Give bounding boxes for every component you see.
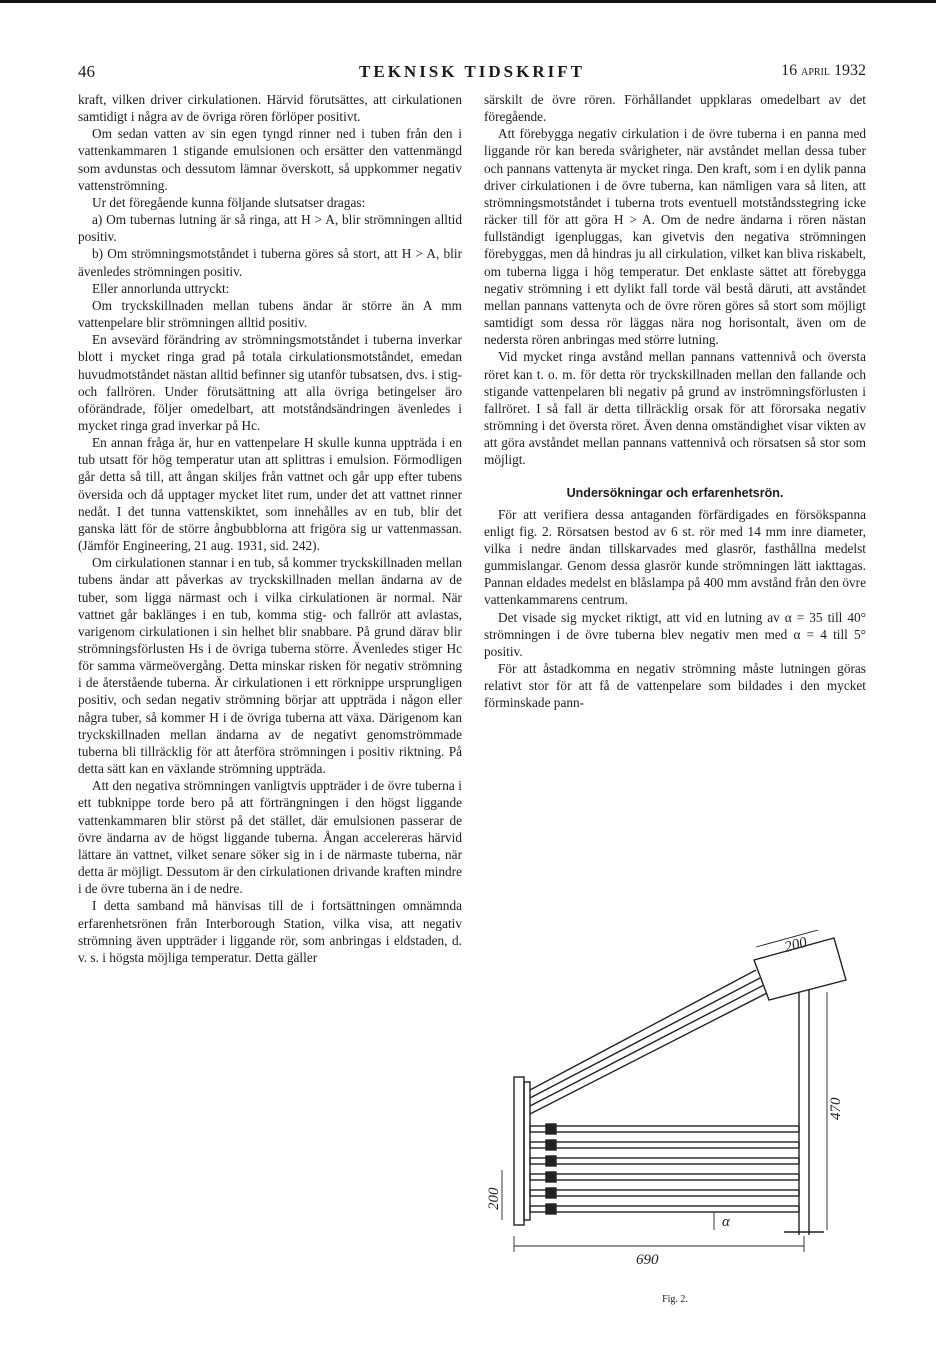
paragraph: b) Om strömningsmotståndet i tuberna göres så stort, att H > A, blir ävenledes strömningen positiv. [78, 246, 462, 279]
paragraph: Det visade sig mycket riktigt, att vid en lutning av α = 35 till 40° strömningen i de övre tuberna blev negativ men med α = 4 till 5° positiv. [484, 609, 866, 659]
left-column [78, 91, 462, 966]
figure-caption: Fig. 2. [662, 1294, 688, 1305]
page-number: 46 [78, 62, 95, 81]
issue-date [781, 62, 866, 80]
paragraph: Att den negativa strömningen vanligtvis uppträder i de övre tuberna i ett tubknippe torde bero på att förträngningen i den högst liggande vattenkammaren blir störst på det stället, där emulsionen passerar de övre ändarna av de högst liggande tuberna. Ångan accelereras härvid lättare än vattnet, vilket senare söker sig in i de närmaste tuberna, när detta är möjligt. Dessutom är den cirkulationen drivande kraften mindre i de övre tuberna än i de nedre. [78, 778, 462, 897]
paragraph: Ur det föregående kunna följande slutsatser dragas: [92, 194, 366, 210]
lower-header-inner [524, 1082, 530, 1220]
paragraph: Om sedan vatten av sin egen tyngd rinner ned i tuben från den i vattenkammaren 1 stigande emulsionen och ersätter den vattenmängd som avdunstas och dessutom lämnar överskott, så uppkommer negativ vattenströmning. [78, 126, 462, 193]
dim-label-right: 470 [828, 1097, 844, 1120]
boiler-diagram [484, 930, 866, 1290]
paragraph: En annan fråga är, hur en vattenpelare H skulle kunna uppträda i en tub utsatt för hög temperatur utan att splittras i emulsion. Förmodligen går detta så till, att ångan skiljes från vattnet och går upp efter tubens översida och då upptager mycket litet rum, under det att vattnet rinner nedåt. I det tunna vattenskiktet, som innehålles av en tub, blir det ganska lätt för de större ångbubblorna att frigöra sig ur vattenmassan. (Jämför Engineering, 21 aug. 1931, sid. 242). [78, 435, 462, 554]
figure-2-boiler-drawing [484, 930, 866, 1290]
section-heading: Undersökningar och erfarenhetsrön. [566, 486, 784, 501]
riser-tube-line [530, 970, 756, 1090]
paragraph: Vid mycket ringa avstånd mellan pannans vattennivå och översta röret kan t. o. m. för detta rör tryckskillnaden mellan den fallande och stigande vattenpelaren bli negativ på grund av inströmningsförlusten i fallröret. I så fall är detta tillräcklig orsak för att förorsaka negativ strömning i det översta röret. Även denna omständighet visar vikten av att göra avståndet mellan pannans vattennivå och rörsatsen så stor som möjligt. [484, 349, 866, 468]
paragraph: a) Om tubernas lutning är så ringa, att H > A, blir strömningen alltid positiv. [78, 212, 462, 245]
journal-title: TEKNISK TIDSKRIFT [359, 62, 585, 81]
paragraph: Om cirkulationen stannar i en tub, så kommer tryckskillnaden mellan tubens ändar att påverkas av tryckskillnaden mellan ändarna av de tuber, som ligga närmast och i vilka cirkulationen är normal. När vattnet går baklänges i en tub, komma stig- och fallrör att avlastas, varigenom cirkulationen i sin helhet blir snabbare. På grund därav blir strömningsförlusten Hs i de övriga tuberna större. Ävenledes stiger Hc för samma värmeövergång. Detta minskar risken för negativ strömning i de återstående tuberna. Är cirkulationen i ett rörknippe ursprungligen positiv, och sedan negativ strömning börjar att uppträda i någon eller några tuber, så kommer H i de övriga tuberna att växa. Därigenom kan tryckskillnaden mellan ändarna av de negativt genomströmmade tuberna bli tillräcklig för att återföra strömningen i positiv riktning. På detta sätt kan en växlande strömning uppträda. [78, 555, 462, 777]
paragraph: I detta samband må hänvisas till de i fortsättningen omnämnda erfarenhetsrönen från Interborough Station, vilka visa, att negativ strömning även uppträder i liggande rör, som anbringas i eldstaden, d. v. s. i högsta möjliga temperatur. Detta gäller [78, 898, 462, 965]
date-month: april [801, 64, 830, 79]
riser-tube-line [530, 978, 760, 1098]
paragraph: För att åstadkomma en negativ strömning måste lutningen göras relativt stor för att få de vattenpelare som bildades i den mycket förminskade pann- [484, 661, 866, 711]
paragraph: För att verifiera dessa antaganden förfärdigades en försökspanna enligt fig. 2. Rörsatsen bestod av 6 st. rör med 14 mm inre diameter, vilka i nedre ändan tillskarvades med glasrör, fasthållna medelst gummislangar. Genom dessa glasrör kunde strömningen lätt iakttagas. Pannan eldades medelst en blåslampa på 400 mm avstånd från den övre vattenkammarens centrum. [484, 506, 866, 608]
paragraph: Om tryckskillnaden mellan tubens ändar är större än A mm vattenpelare blir strömningen alltid positiv. [78, 297, 462, 331]
date-year: 1932 [834, 62, 866, 79]
paragraph: En avsevärd förändring av strömningsmotståndet i tuberna inverkar blott i mycket ringa grad på totala cirkulationsmotståndet, emedan huvudmotståndet nästan alltid befinner sig utanför tubsatsen, dvs. i stig- och fallrören. Under förutsättning att alla övriga betingelser äro oförändrade, följer omedelbart, att motståndsändringen ävenledes i mycket ringa grad inverkar på Hc. [78, 332, 462, 433]
top-border-rule [0, 0, 936, 3]
paragraph: Eller annorlunda uttryckt: [92, 280, 230, 296]
right-column [484, 91, 866, 711]
paragraph: särskilt de övre rören. Förhållandet uppklaras omedelbart av det föregående. [484, 92, 866, 125]
riser-tube-line [530, 993, 767, 1114]
dim-label-bottom: 690 [636, 1252, 659, 1268]
date-day: 16 [781, 62, 798, 79]
angle-label: α [722, 1214, 730, 1230]
horizontal-tubes [530, 1126, 799, 1212]
riser-tube-line [530, 985, 764, 1106]
paragraph: Att förebygga negativ cirkulation i de övre tuberna i en panna med liggande rör kan bereda svårigheter, när avståndet mellan dessa tuber och pannans vattenyta är mycket ringa. Den kraft, som i en dylik panna driver cirkulationen i de övre tuberna, kan nämligen vara så liten, att strömningsmotståndet i tuberna trots eventuell motståndsstegring icke räcker till för att göra H > A. Om de nedre ändarna i rören nästan fullständigt igenpluggas, kan givetvis den negativa strömningen förebyggas, men då hindras ju all cirkulation, vilket kan bliva riskabelt, om tuberna ligga i hög temperatur. Det enklaste sättet att förebygga negativ strömning i ett dylikt fall torde väl bestå däruti, att avståndet mellan pannans vattenyta och de övre rören göres så stort som möjligt samtidigt som dessa rör läggas nära nog horisontalt, även om de nedersta rören anbringas med större lutning. [484, 126, 866, 348]
paragraph: kraft, vilken driver cirkulationen. Härvid förutsättes, att cirkulationen samtidigt i några av de övriga rören förlöper positivt. [78, 92, 462, 125]
lower-header-outer [514, 1077, 524, 1225]
glass-tube-joints [546, 1124, 556, 1214]
dim-label-top: 200 [782, 934, 809, 956]
running-header [78, 62, 866, 86]
dim-label-left: 200 [486, 1187, 502, 1210]
